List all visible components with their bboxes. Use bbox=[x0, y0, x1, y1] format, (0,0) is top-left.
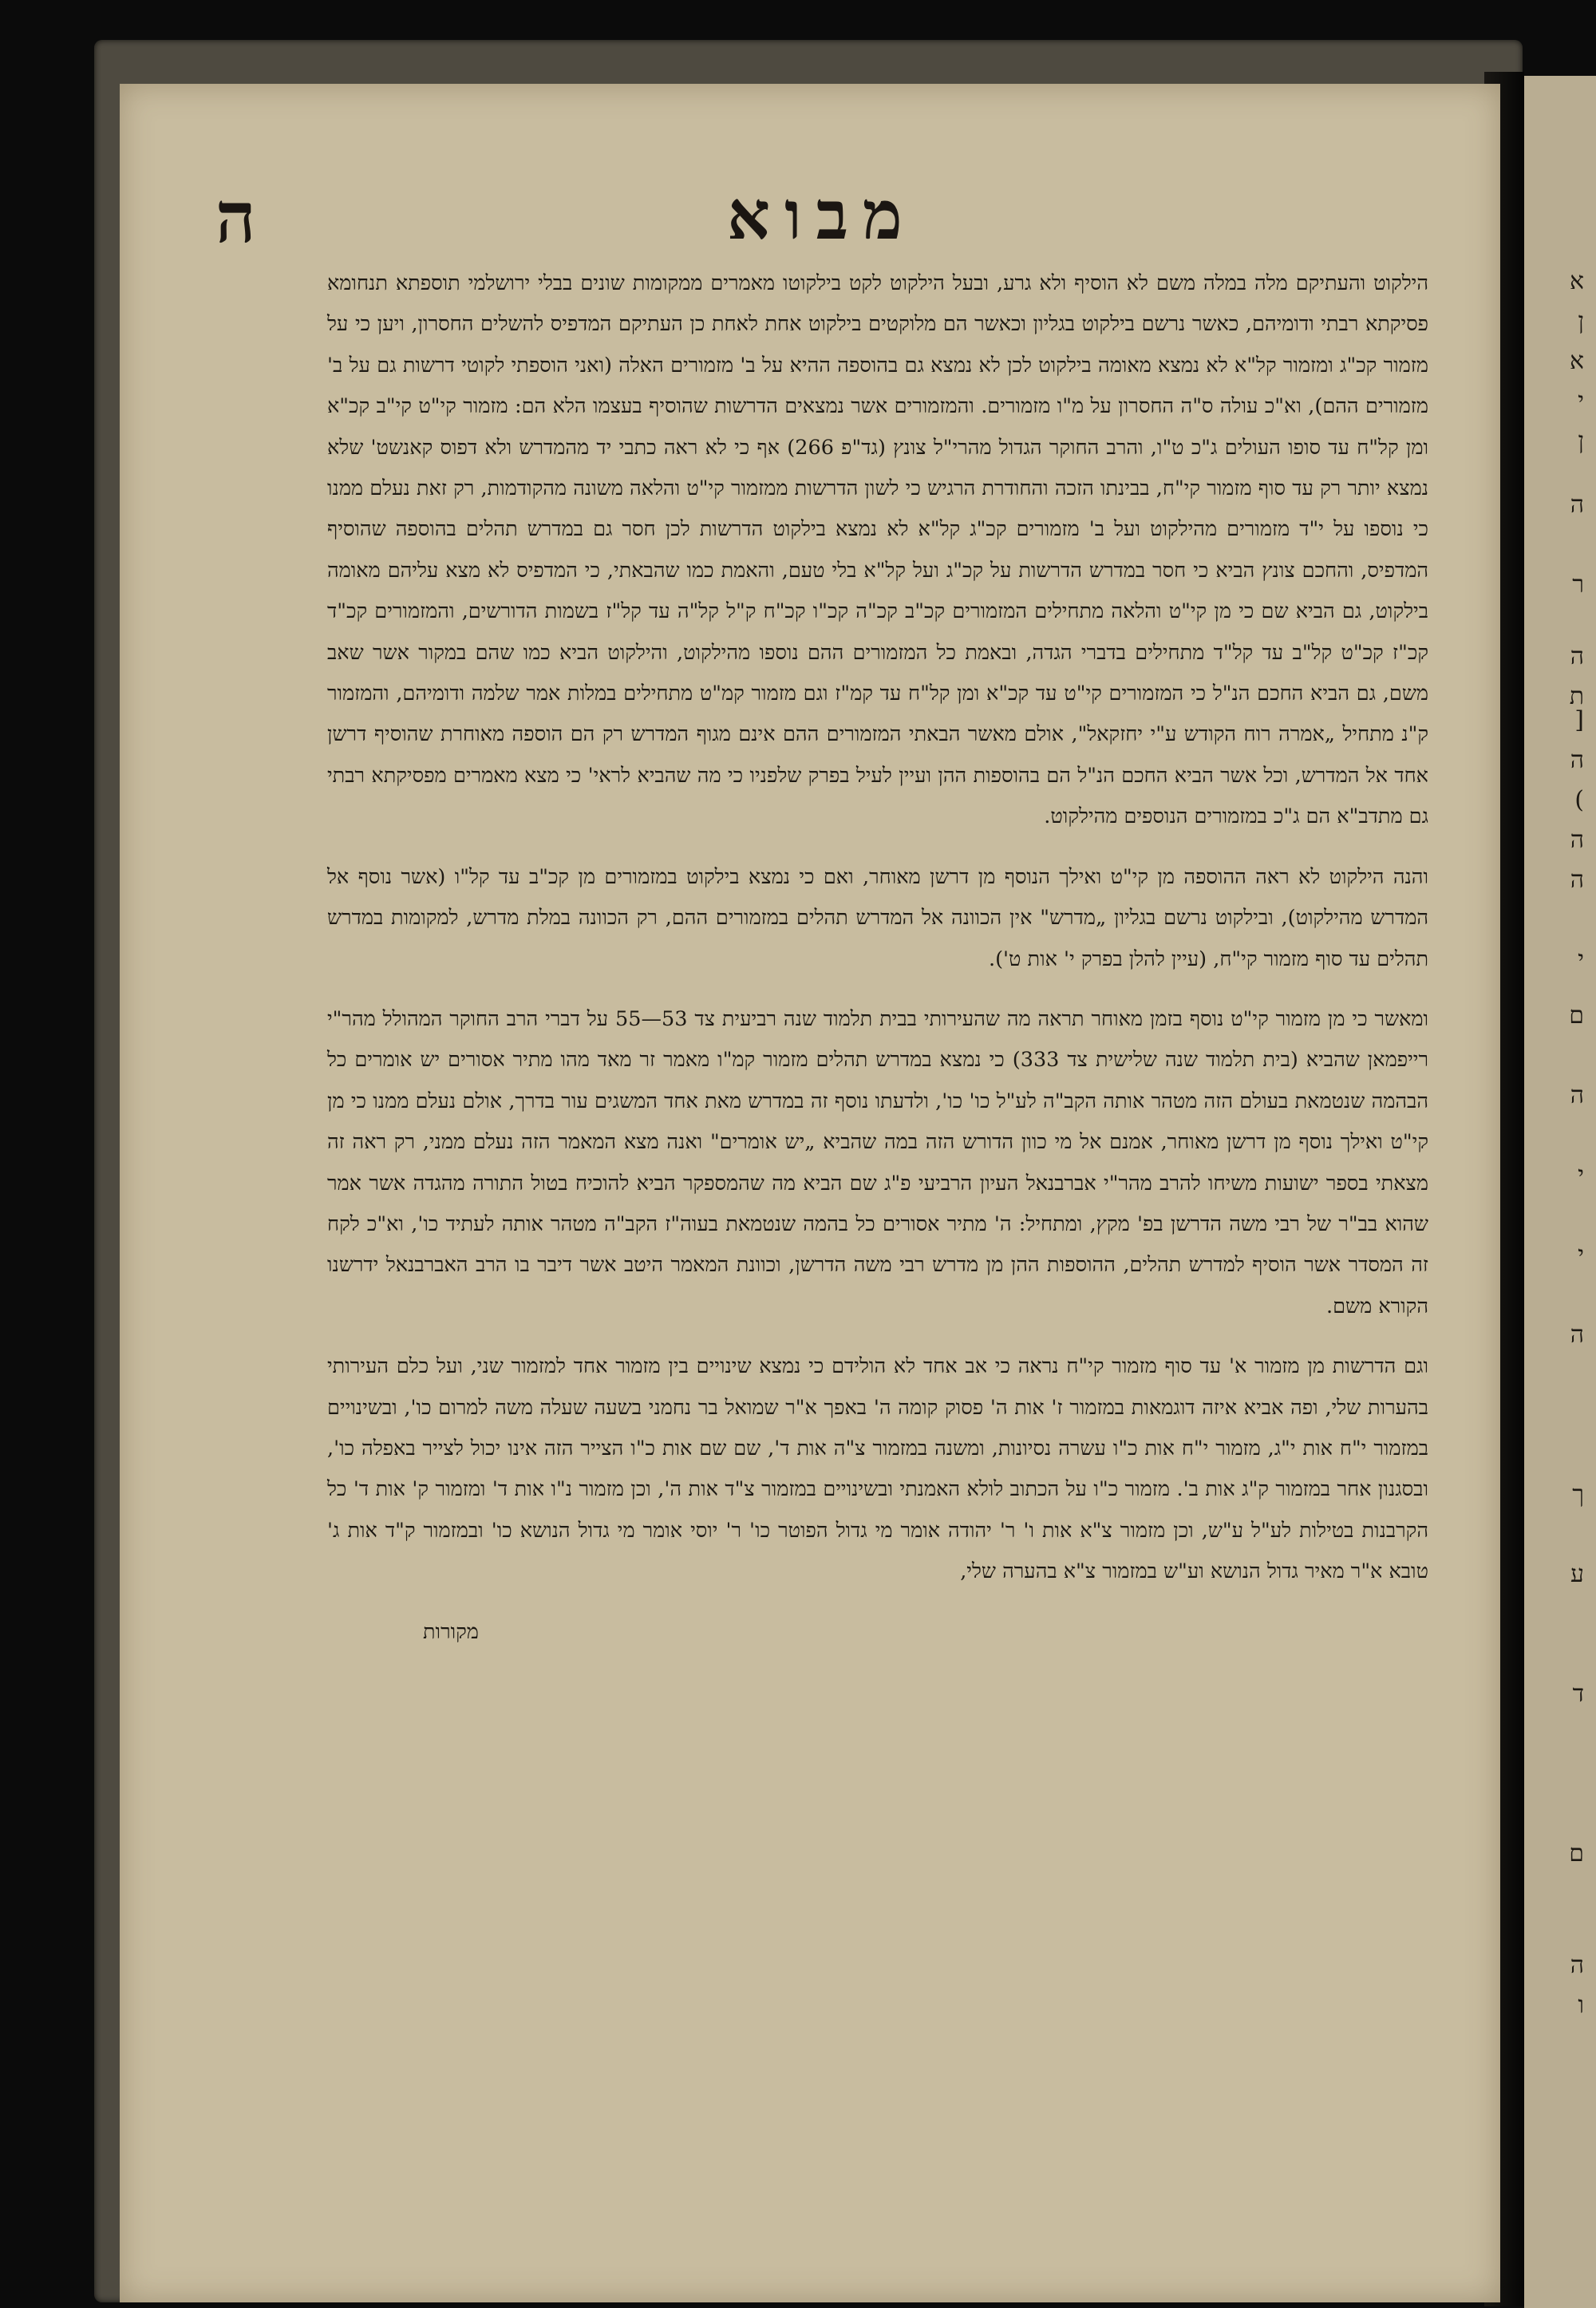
margin-char: ה bbox=[1570, 866, 1584, 894]
margin-char: י bbox=[1578, 1161, 1584, 1189]
margin-char: א bbox=[1569, 347, 1584, 375]
paragraph-2: והנה הילקוט לא ראה ההוספה מן קי"ט ואילך הנוסף מן דרשן מאוחר, ואם כי נמצא בילקוט במזמורים מן קכ"ב עד קל"ו (אשר נוסף אל המדרש מהילקוט), ובילקוט נרשם בגליון „מדרש" אין הכוונה אל המדרש תהלים במזמורים ההם, רק הכוונה במלת מדרש, למקומות במדרש תהלים עד סוף מזמור קי"ח, (עיין להלן בפרק י' אות ט'). bbox=[327, 864, 1428, 971]
page-number: ה bbox=[215, 176, 256, 259]
margin-char: ת bbox=[1569, 682, 1584, 710]
margin-char: ) bbox=[1574, 786, 1584, 814]
margin-char: ד bbox=[1572, 1680, 1584, 1708]
margin-char: י bbox=[1578, 1241, 1584, 1269]
margin-char: ו bbox=[1578, 1991, 1584, 2019]
section-title: מבוא bbox=[727, 176, 917, 255]
margin-char: ה bbox=[1570, 826, 1584, 854]
margin-char: י bbox=[1578, 946, 1584, 974]
page-header bbox=[215, 176, 1428, 263]
margin-char: ן bbox=[1578, 307, 1584, 335]
margin-char: ה bbox=[1570, 1081, 1584, 1109]
margin-char: ה bbox=[1570, 1951, 1584, 1979]
margin-char: ה bbox=[1570, 642, 1584, 670]
margin-char: ן bbox=[1578, 427, 1584, 455]
margin-char: ם bbox=[1569, 1002, 1584, 1030]
margin-char: ע bbox=[1570, 1560, 1584, 1588]
margin-char: א bbox=[1569, 267, 1584, 295]
margin-char: ה bbox=[1570, 746, 1584, 774]
margin-char: [ bbox=[1574, 706, 1584, 734]
paragraph-4: וגם הדרשות מן מזמור א' עד סוף מזמור קי"ח נראה כי אב אחד לא הולידם כי נמצא שינויים בין מזמור אחד למזמור שני, ועל כלם העירותי בהערות שלי, ופה אביא איזה דוגמאות במזמור ז' אות ה' פסוק קומה ה' באפך א"ר שמואל בר נחמני בשעה שעלה משה למרום כו', ובשינויים במזמור י"ח אות י"ג, מזמור י"ח אות כ"ו עשרה נסיונות, ומשנה במזמור צ"ה אות ד', שם שם אות כ"ו הצייר הזה אינו יכול לצייר באפלה כו', ובסגנון אחר במזמור ק"ג אות ב'. מזמור כ"ו על הכתוב לולא האמנתי ובשינויים במזמור צ"ד אות ה', וכן מזמור נ"ו אות ד' ומזמור ק' אות ד' כל הקרבנות בטילות לע"ל ע"ש, וכן מזמור צ"א אות ו' ר' יהודה אומר מי גדול הפוטר כו' ר' יוסי אומר מי גדול הנושא כו' ובמזמור ק"ד אות ג' טובא א"ר מאיר גדול הנושא וע"ש במזמור צ"א בהערה שלי, bbox=[327, 1354, 1428, 1584]
margin-char: ר bbox=[1572, 571, 1584, 599]
margin-char: ה bbox=[1570, 1321, 1584, 1349]
margin-char: ך bbox=[1572, 1480, 1584, 1508]
paragraph-3: ומאשר כי מן מזמור קי"ט נוסף בזמן מאוחר תראה מה שהעירותי בבית תלמוד שנה רביעית צד 53—55 על דברי הרב החוקר המהולל מהר"י רייפמאן שהביא (בית תלמוד שנה שלישית צד 333) כי נמצא במדרש תהלים מזמור קמ"ו מאמר זר מאד מהו מתיר אסורים יש אומרים כל הבהמה שנטמאת בעולם הזה מטהר אותה הקב"ה לע"ל כו' כו', ולדעתו נוסף זה במדרש מאת אחד המשגים עור בדרך, אולם נעלם ממנו כי מן קי"ט ואילך נוסף מן דרשן מאוחר, אמנם אל מי כוון הדורש הזה במה שהביא „יש אומרים" ואנה מצא המאמר הזה נעלם ממני, רק ראה זה מצאתי בספר ישועות משיחו להרב מהר"י אברבנאל העיון הרביעי פ"ג שם הביא מה שהמספקר הביא להוכיח בטול התורה מהגדה אשר אמר שהוא בב"ר של רבי משה הדרשן בפ' מקץ, ומתחיל: ה' מתיר אסורים כל בהמה שנטמאת בעוה"ז הקב"ה מטהר אותה לעתיד כו', וא"כ לקח זה המסדר אשר הוסיף למדרש תהלים, ההוספות ההן מן מדרש רבי משה הדרשן, וכוונת המאמר היטב אשר דיבר בו הרב האברבנאל ידרשנו הקורא משם. bbox=[327, 1006, 1428, 1318]
margin-char: ם bbox=[1569, 1840, 1584, 1867]
margin-char: י bbox=[1578, 387, 1584, 415]
paragraph-1: הילקוט והעתיקם מלה במלה משם לא הוסיף ולא גרע, ובעל הילקוט לקט בילקוטו מאמרים ממקומות שונים בבלי ירושלמי תוספתא תנחומא פסיקתא רבתי ודומיהם, כאשר נרשם בילקוט בגליון וכאשר הם מלוקטים בילקוט אחת לאחת כן העתיקם המדפיס להשלים החסרון, ויען כי על מזמור קכ"ג ומזמור קל"א לא נמצא מאומה בילקוט לכן לא נמצא גם בהוספה ההיא על ב' מזמורים האלה (ואני הוספתי לקוטי דרשות גם על ב' מזמורים ההם), וא"כ עולה ס"ה החסרון על מ"ו מזמורים. והמזמורים אשר נמצאים הדרשות שהוסיף בעצמו הלא הם: מזמור קי"ט קי"ב קכ"א ומן קל"ח עד סופו העולים ג"כ ט"ו, והרב החוקר הגדול מהרי"ל צונץ (גד"פ 266) אף כי לא ראה כתבי יד מהמדרש ולא דפוס קאנשט' שלא נמצא יותר רק עד סוף מזמור קי"ח, בבינתו הזכה והחודרת הרגיש כי לשון הדרשות ממזמור קי"ט והלאה משונה מהקודמות, רק זאת נעלם ממנו כי נוספו על י"ד מזמורים מהילקוט ועל ב' מזמורים קכ"ג קל"א לא נמצא בילקוט הדרשות לכן חסר גם במדרש תהלים בהוספה שהוסיף המדפיס, והחכם צונץ הביא כי חסר במדרש הדרשות על קכ"ג ועל קל"א בלי טעם, והאמת כמו שהבאתי, כי המדפיס לא מצא עליהם מאומה בילקוט, גם הביא שם כי מן קי"ט והלאה מתחילים המזמורים קכ"ב קכ"ה קכ"ו קכ"ח ק"ל קל"ה עד קל"ז בשמות הדורשים, והמזמורים קכ"ד קכ"ז קכ"ט קל"ב עד קל"ד מתחילים בדברי הגדה, ובאמת כל המזמורים ההם נוספו מהילקוט, והילקוט הביא כמו שהם במקור אשר שאב משם, גם הביא החכם הנ"ל כי המזמורים קי"ט עד קכ"א ומן קל"ח עד קמ"ז וגם מזמור קמ"ט מתחילים במלות אמר שלמה ודומיהם, והמזמור ק"נ מתחיל „אמרה רוח הקודש ע"י יחזקאל", אולם מאשר הבאתי המזמורים ההם אינם מגוף המדרש רק הם הוספה מאוחרת שהוסיף דרשן אחד אל המדרש, וכל אשר הביא החכם הנ"ל הם בהוספות ההן ועיין לעיל בפרק שלפניו כי מה שהביא לראי' כי מצא מאמרים מפסיקתא רבתי גם מתדב"א הם ג"כ במזמורים הנוספים מהילקוט. bbox=[327, 271, 1429, 829]
catchword: מקורות bbox=[423, 1619, 479, 1644]
body-text bbox=[327, 263, 1428, 1653]
margin-char: ה bbox=[1570, 491, 1584, 519]
